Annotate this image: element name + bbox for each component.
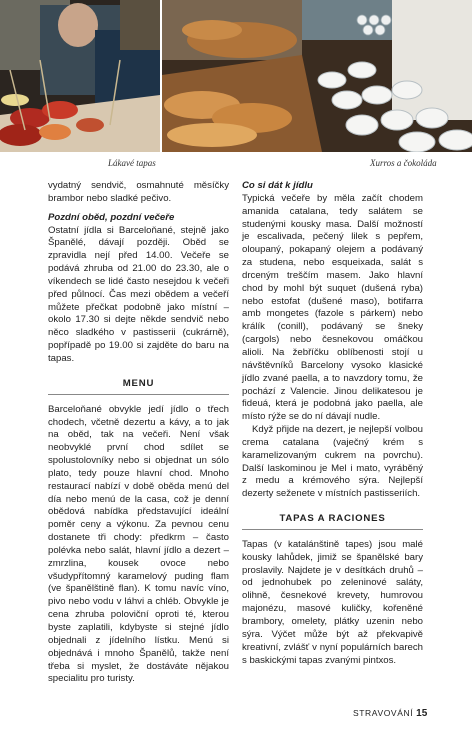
late-meals-paragraph: Ostatní jídla si Barceloňané, stejně jako Španělé, dávají později. Oběd se zpravidla nejí před 14.00. Večeře se podává zhruba od 21.00 do 23.30, ale o víkendech se lidé často nesejdou k večeři před půlnocí. Čas mezi obědem a večeří můžete přečkat podobně jako místní – okolo 17.30 si dejte někde sendvič nebo něco sladkého v pastisserii (cukrárně), popřípadě po 19.00 si zajděte do baru na tapas.	[48, 224, 229, 364]
intro-paragraph: vydatný sendvič, osmahnuté měsíčky brambor nebo sladké pečivo.	[48, 180, 229, 204]
churros-photo	[162, 0, 472, 152]
menu-section-heading: MENU	[48, 378, 229, 395]
churros-photo-image	[162, 0, 472, 152]
page-number: 15	[416, 708, 428, 719]
tapas-section-heading: TAPAS A RACIONES	[242, 513, 423, 530]
tapas-photo-image	[0, 0, 160, 152]
left-column	[48, 180, 229, 686]
what-to-eat-heading: Co si dát k jídlu	[242, 180, 313, 191]
late-meals-heading: Pozdní oběd, pozdní večeře	[48, 211, 175, 223]
tapas-caption: Lákavé tapas	[108, 158, 156, 168]
churros-caption: Xurros a čokoláda	[370, 158, 437, 168]
menu-paragraph: Barceloňané obvykle jedí jídlo o třech chodech, včetně dezertu a kávy, a to jak na oběd, tak na večeři. Není však neobvyklé první chod sdílet se spolustolovníky nebo si objednat un sólo plato, tedy pouze hlavní chod. Mnoho restaurací nabízí v době oběda menú del día nebo menú de la casa, což je denní obědová nabídka představující ideální poměr ceny a výkonu. Za pevnou cenu dostanete tři chody: předkrm – často polévka nebo salát, hlavní jídlo a dezert – zmrzlina, kousek ovoce nebo všudypřítomný karamelový puding flam (ve španělštině flan). K tomu navíc víno, pivo nebo vodu v láhvi a chléb. Obvykle je cena zhruba poloviční oproti té, kterou byste zaplatili, kdybyste si stejné jídlo objednali z jídelního lístku. Menú si objednává i mnoho Španělů, takže není třeba si myslet, že dostáváte nějakou specialitu pro turisty.	[48, 403, 229, 685]
tapas-paragraph: Tapas (v katalánštině tapes) jsou malé kousky lahůdek, jimiž se španělské bary proslavily. Najdete je v desítkách druhů – od jednohubek po zeleninové saláty, olihně, česnekové krevety, humrovou majonézu, masové kuličky, kořeněné brambory, omelety, plátky uzenin nebo sýra. Výčet může být až překvapivě kreativní, zvlášť v nyní populárních barech s baskickými tapas zvanými pintxos.	[242, 538, 423, 666]
what-to-eat-paragraph: Typická večeře by měla začít chodem amanida catalana, tedy salátem se studenými kousky masa. Další možností je escalivada, pečený lilek s pepřem, oloupaný, pokapaný olejem a podávaný za studena, nebo esqueixada, salát s drceným treščím masem. Jako hlavní chod by mohl být suquet (dušená ryba) nebo estofat (dušené maso), botifarra amb mongetes (fazole s párkem) nebo králík (conill), podávaný se šneky (cargols) nebo česnekovou omáčkou alioli. Na žebříčku oblíbenosti stojí u návštěvníků Barcelony vysoko klasické jídlo zvané paella, a to navzdory tomu, že pochází z Valencie. Jinou delikatesou je fideuá, která je podobná jako paella, ale místo rýže se do ní dávají nudle.	[242, 192, 423, 423]
footer-section-name: STRAVOVÁNÍ	[353, 708, 414, 718]
right-column	[242, 180, 423, 667]
tapas-photo	[0, 0, 160, 152]
dessert-paragraph: Když přijde na dezert, je nejlepší volbou crema catalana (vaječný krém s karamelizovaným cukrem na povrchu). Další laskominou je Mel i mato, vyráběný z medu a krémového sýra. Nejlepší dezerty seženete v místních pastisseriích.	[242, 424, 423, 500]
page-footer	[353, 708, 427, 719]
photo-strip	[0, 0, 472, 152]
